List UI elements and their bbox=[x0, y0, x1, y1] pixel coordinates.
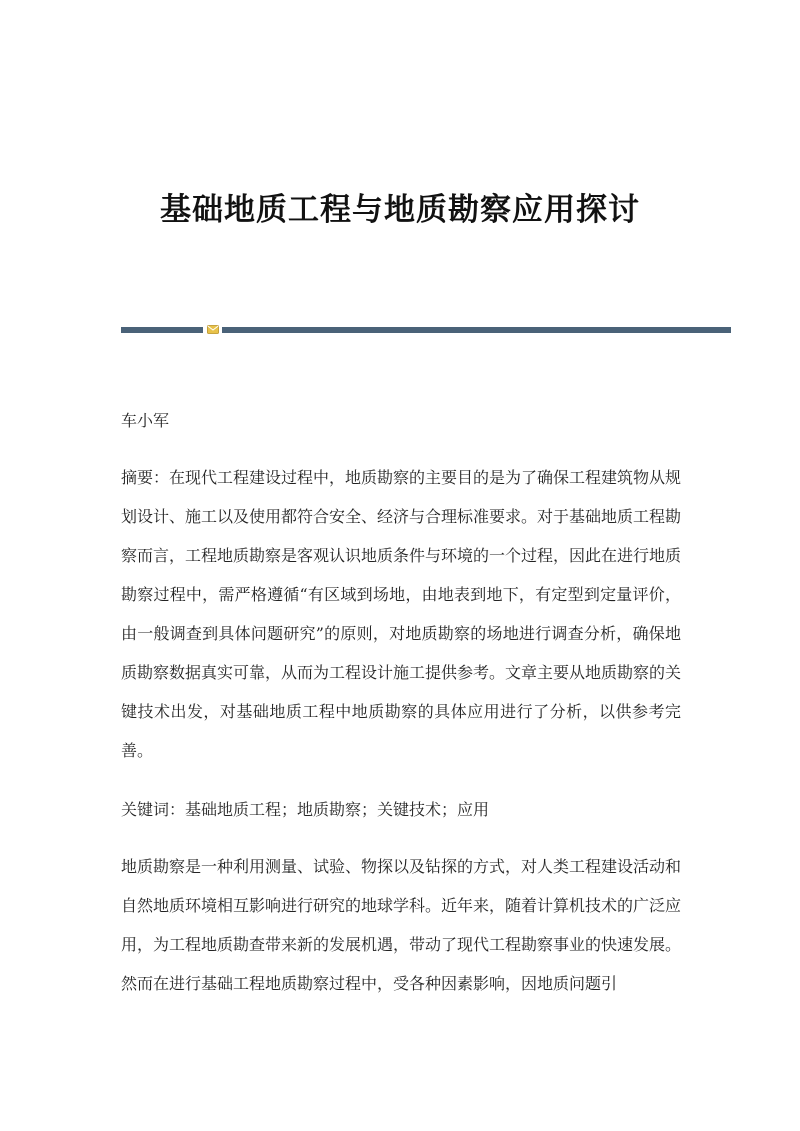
title-divider bbox=[121, 325, 731, 333]
document-title: 基础地质工程与地质勘察应用探讨 bbox=[160, 192, 640, 228]
author-name: 车小军 bbox=[121, 411, 170, 430]
abstract-paragraph: 摘要：在现代工程建设过程中，地质勘察的主要目的是为了确保工程建筑物从规划设计、施工以及使用都符合安全、经济与合理标准要求。对于基础地质工程勘察而言，工程地质勘察是客观认识地质条件与环境的一个过程，因此在进行地质勘察过程中，需严格遵循“有区域到场地，由地表到地下，有定型到定量评价，由一般调查到具体问题研究”的原则，对地质勘察的场地进行调查分析，确保地质勘察数据真实可靠，从而为工程设计施工提供参考。文章主要从地质勘察的关键技术出发，对基础地质工程中地质勘察的具体应用进行了分析，以供参考完善。 bbox=[121, 468, 682, 760]
keywords-line: 关键词：基础地质工程；地质勘察；关键技术；应用 bbox=[121, 800, 490, 819]
divider-bar-left bbox=[121, 327, 203, 333]
divider-bar-right bbox=[222, 327, 731, 333]
envelope-icon bbox=[207, 325, 219, 334]
body-paragraph: 地质勘察是一种利用测量、试验、物探以及钻探的方式，对人类工程建设活动和自然地质环境相互影响进行研究的地球学科。近年来，随着计算机技术的广泛应用，为工程地质勘查带来新的发展机遇，带动了现代工程勘察事业的快速发展。然而在进行基础工程地质勘察过程中，受各种因素影响，因地质问题引 bbox=[121, 857, 682, 993]
